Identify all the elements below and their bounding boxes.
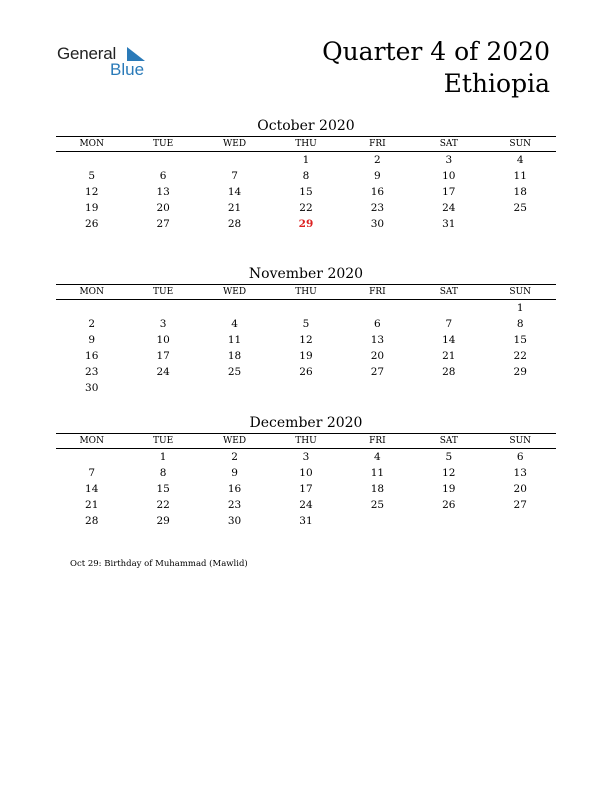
day-cell: 3 bbox=[302, 451, 310, 463]
week-row bbox=[56, 465, 556, 481]
generalblue-logo bbox=[57, 44, 167, 80]
day-cell: 12 bbox=[442, 467, 456, 479]
day-cell: 7 bbox=[231, 170, 238, 182]
day-cell: 16 bbox=[227, 483, 242, 495]
day-cell: 5 bbox=[302, 318, 310, 330]
day-cell: 20 bbox=[513, 483, 527, 495]
week-row bbox=[56, 513, 556, 529]
week-row bbox=[56, 300, 556, 316]
day-cell: 15 bbox=[513, 334, 527, 346]
weekday-header-row bbox=[56, 433, 556, 449]
day-cell: 30 bbox=[85, 382, 99, 394]
day-cell: 10 bbox=[442, 170, 456, 182]
day-cell: 30 bbox=[370, 218, 385, 230]
day-cell: 10 bbox=[299, 467, 313, 479]
day-cell: 11 bbox=[370, 467, 385, 479]
weekday-header: TUE bbox=[153, 436, 174, 446]
day-cell: 2 bbox=[231, 451, 238, 463]
logo-blue-text: Blue bbox=[110, 60, 145, 79]
day-cell: 30 bbox=[227, 515, 242, 527]
day-cell: 18 bbox=[513, 186, 527, 198]
day-cell: 14 bbox=[85, 483, 99, 495]
day-cell bbox=[413, 513, 484, 529]
day-cell bbox=[413, 300, 484, 316]
day-cell: 13 bbox=[513, 467, 527, 479]
week-row bbox=[56, 184, 556, 200]
week-row bbox=[56, 481, 556, 497]
day-cell: 20 bbox=[370, 350, 385, 362]
day-cell: 1 bbox=[516, 302, 524, 314]
day-cell: 27 bbox=[513, 499, 527, 511]
week-row bbox=[56, 449, 556, 465]
day-cell: 23 bbox=[370, 202, 385, 214]
week-row bbox=[56, 497, 556, 513]
month-december bbox=[56, 413, 556, 529]
day-cell: 19 bbox=[299, 350, 313, 362]
day-cell: 15 bbox=[299, 186, 313, 198]
day-cell: 17 bbox=[299, 483, 313, 495]
day-cell: 18 bbox=[227, 350, 242, 362]
day-cell: 20 bbox=[156, 202, 170, 214]
day-cell: 12 bbox=[299, 334, 313, 346]
day-cell: 29 bbox=[513, 366, 527, 378]
day-cell bbox=[485, 216, 556, 232]
weekday-header: THU bbox=[295, 436, 317, 446]
day-cell: 26 bbox=[442, 499, 456, 511]
day-cell: 17 bbox=[442, 186, 456, 198]
month-october bbox=[56, 116, 556, 232]
day-cell: 15 bbox=[156, 483, 170, 495]
weekday-header: THU bbox=[295, 287, 317, 297]
weekday-header: MON bbox=[79, 139, 104, 149]
week-row bbox=[56, 168, 556, 184]
weekday-header: MON bbox=[79, 287, 104, 297]
page-title bbox=[322, 36, 550, 100]
day-cell bbox=[127, 152, 198, 168]
day-cell bbox=[56, 152, 127, 168]
day-cell: 7 bbox=[88, 467, 96, 479]
day-cell bbox=[270, 300, 341, 316]
day-cell: 26 bbox=[85, 218, 99, 230]
day-cell: 28 bbox=[85, 515, 99, 527]
month-title: October 2020 bbox=[257, 118, 355, 134]
week-row bbox=[56, 364, 556, 380]
day-cell bbox=[199, 380, 270, 396]
day-cell bbox=[56, 449, 127, 465]
day-cell bbox=[270, 380, 341, 396]
day-cell: 6 bbox=[374, 318, 381, 330]
day-cell: 13 bbox=[370, 334, 385, 346]
week-row bbox=[56, 380, 556, 396]
day-cell: 14 bbox=[227, 186, 242, 198]
weekday-header: SAT bbox=[439, 436, 458, 446]
day-cell: 16 bbox=[370, 186, 385, 198]
day-cell: 9 bbox=[88, 334, 96, 346]
day-cell: 26 bbox=[299, 366, 313, 378]
day-cell: 11 bbox=[227, 334, 242, 346]
weekday-header: FRI bbox=[369, 139, 386, 149]
day-cell: 6 bbox=[516, 451, 524, 463]
logo-general-text: General bbox=[57, 44, 117, 63]
day-cell: 12 bbox=[85, 186, 99, 198]
day-cell: 16 bbox=[85, 350, 99, 362]
day-cell bbox=[485, 513, 556, 529]
week-row bbox=[56, 316, 556, 332]
day-cell: 7 bbox=[445, 318, 453, 330]
holiday-notes bbox=[70, 559, 248, 569]
weekday-header-row bbox=[56, 284, 556, 300]
day-cell: 2 bbox=[88, 318, 96, 330]
day-cell: 5 bbox=[445, 451, 453, 463]
month-november bbox=[56, 264, 556, 396]
day-cell: 8 bbox=[159, 467, 167, 479]
weekday-header: WED bbox=[223, 139, 247, 149]
day-cell: 19 bbox=[85, 202, 99, 214]
week-row bbox=[56, 200, 556, 216]
day-cell: 21 bbox=[442, 350, 456, 362]
weekday-header: THU bbox=[295, 139, 317, 149]
day-cell: 6 bbox=[159, 170, 167, 182]
day-cell: 23 bbox=[227, 499, 242, 511]
day-cell: 1 bbox=[302, 154, 310, 166]
day-cell: 4 bbox=[231, 318, 238, 330]
day-cell bbox=[199, 300, 270, 316]
day-cell: 31 bbox=[442, 218, 456, 230]
day-cell: 10 bbox=[156, 334, 170, 346]
day-cell: 29 bbox=[156, 515, 170, 527]
day-cell: 9 bbox=[374, 170, 381, 182]
day-cell: 22 bbox=[156, 499, 170, 511]
day-cell: 31 bbox=[299, 515, 313, 527]
week-row bbox=[56, 216, 556, 232]
day-cell: 19 bbox=[442, 483, 456, 495]
day-cell bbox=[342, 380, 413, 396]
day-cell: 14 bbox=[442, 334, 456, 346]
day-cell bbox=[127, 380, 198, 396]
day-cell: 25 bbox=[227, 366, 242, 378]
day-cell: 2 bbox=[374, 154, 381, 166]
day-cell: 3 bbox=[445, 154, 453, 166]
day-cell: 27 bbox=[156, 218, 170, 230]
day-cell: 24 bbox=[299, 499, 313, 511]
day-cell: 24 bbox=[156, 366, 170, 378]
week-row bbox=[56, 152, 556, 168]
holiday-note: Oct 29: Birthday of Muhammad (Mawlid) bbox=[70, 559, 248, 569]
day-cell: 25 bbox=[370, 499, 385, 511]
weekday-header: TUE bbox=[153, 139, 174, 149]
week-row bbox=[56, 348, 556, 364]
weekday-header: WED bbox=[223, 436, 247, 446]
weekday-header: SAT bbox=[439, 287, 458, 297]
month-title: December 2020 bbox=[249, 415, 363, 431]
day-cell: 23 bbox=[85, 366, 99, 378]
weekday-header: SUN bbox=[509, 436, 532, 446]
day-cell: 8 bbox=[516, 318, 524, 330]
day-cell bbox=[342, 300, 413, 316]
day-cell: 5 bbox=[88, 170, 96, 182]
day-cell bbox=[485, 380, 556, 396]
holiday-day-cell: 29 bbox=[298, 218, 314, 230]
day-cell: 13 bbox=[156, 186, 170, 198]
day-cell: 4 bbox=[374, 451, 381, 463]
day-cell bbox=[413, 380, 484, 396]
week-row bbox=[56, 332, 556, 348]
day-cell: 4 bbox=[516, 154, 524, 166]
weekday-header: SUN bbox=[509, 287, 532, 297]
weekday-header: FRI bbox=[369, 436, 386, 446]
weekday-header: MON bbox=[79, 436, 104, 446]
weekday-header: WED bbox=[223, 287, 247, 297]
weekday-header: SUN bbox=[509, 139, 532, 149]
month-title: November 2020 bbox=[248, 266, 364, 282]
weekday-header: TUE bbox=[153, 287, 174, 297]
day-cell: 9 bbox=[231, 467, 238, 479]
day-cell: 27 bbox=[370, 366, 385, 378]
day-cell: 28 bbox=[227, 218, 242, 230]
day-cell: 21 bbox=[227, 202, 242, 214]
day-cell: 28 bbox=[442, 366, 456, 378]
day-cell: 11 bbox=[513, 170, 527, 182]
day-cell: 18 bbox=[370, 483, 385, 495]
title-quarter: Quarter 4 of 2020 bbox=[322, 37, 550, 66]
weekday-header: FRI bbox=[369, 287, 386, 297]
day-cell: 25 bbox=[513, 202, 527, 214]
day-cell bbox=[127, 300, 198, 316]
day-cell: 22 bbox=[513, 350, 527, 362]
weekday-header-row bbox=[56, 136, 556, 152]
day-cell: 24 bbox=[442, 202, 456, 214]
day-cell: 3 bbox=[159, 318, 167, 330]
title-country: Ethiopia bbox=[443, 69, 550, 98]
day-cell: 1 bbox=[159, 451, 167, 463]
day-cell: 22 bbox=[299, 202, 313, 214]
day-cell bbox=[342, 513, 413, 529]
weekday-header: SAT bbox=[439, 139, 458, 149]
day-cell bbox=[199, 152, 270, 168]
day-cell bbox=[56, 300, 127, 316]
day-cell: 17 bbox=[156, 350, 170, 362]
day-cell: 8 bbox=[302, 170, 310, 182]
day-cell: 21 bbox=[85, 499, 99, 511]
